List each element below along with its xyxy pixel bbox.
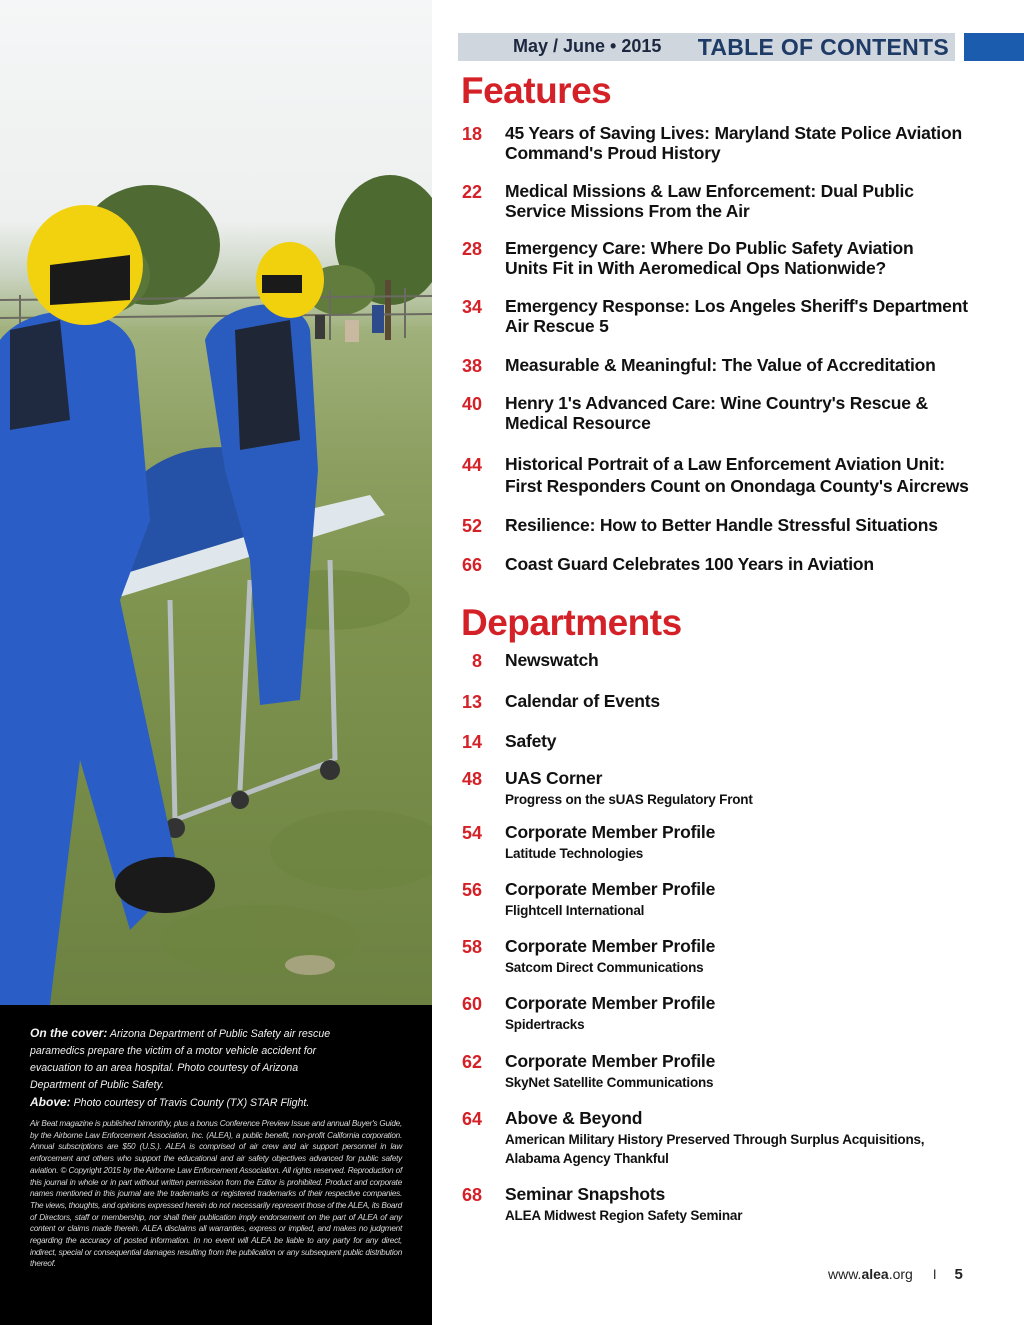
department-title: UAS Corner	[505, 768, 603, 788]
department-subtitle: Alabama Agency Thankful	[505, 1151, 669, 1166]
header-bar	[458, 33, 955, 61]
feature-page-number: 40	[461, 394, 482, 414]
above-caption	[30, 1094, 402, 1112]
department-page-number: 58	[461, 937, 482, 957]
feature-page-number: 38	[461, 356, 482, 376]
department-page-number: 62	[461, 1052, 482, 1072]
feature-page-number: 44	[461, 455, 482, 475]
feature-title-line: Emergency Care: Where Do Public Safety Aviation	[505, 238, 914, 258]
cover-caption-label: On the cover:	[30, 1026, 108, 1040]
feature-page-number: 34	[461, 297, 482, 317]
cover-caption-line-1: Arizona Department of Public Safety air rescue	[107, 1028, 331, 1040]
department-subtitle: ALEA Midwest Region Safety Seminar	[505, 1208, 743, 1223]
footer-url-suffix: .org	[888, 1266, 913, 1282]
cover-photo-illustration	[0, 0, 432, 1005]
department-subtitle: Progress on the sUAS Regulatory Front	[505, 792, 753, 807]
feature-title-line: Service Missions From the Air	[505, 201, 750, 221]
cover-caption-line-2: paramedics prepare the victim of a motor vehicle accident for	[30, 1045, 317, 1057]
department-title: Safety	[505, 731, 557, 751]
department-title: Corporate Member Profile	[505, 1051, 716, 1071]
footer-separator: I	[932, 1266, 937, 1282]
department-page-number: 8	[471, 651, 482, 671]
department-page-number: 14	[461, 732, 482, 752]
features-heading: Features	[461, 70, 612, 111]
feature-page-number: 22	[461, 182, 482, 202]
issue-date: May / June • 2015	[513, 36, 662, 56]
feature-title-line: Command's Proud History	[505, 143, 721, 163]
paramedic-front	[0, 205, 215, 1005]
feature-title-line: Air Rescue 5	[505, 316, 609, 336]
feature-title-line: Henry 1's Advanced Care: Wine Country's Rescue &	[505, 393, 928, 413]
feature-page-number: 66	[461, 555, 482, 575]
department-title: Corporate Member Profile	[505, 879, 716, 899]
feature-title-line: Measurable & Meaningful: The Value of Accreditation	[505, 355, 936, 375]
feature-title-line: Historical Portrait of a Law Enforcement Aviation Unit:	[505, 454, 945, 474]
above-caption-label: Above:	[30, 1095, 71, 1109]
department-subtitle: American Military History Preserved Through Surplus Acquisitions,	[505, 1132, 925, 1147]
toc-title: TABLE OF CONTENTS	[697, 34, 949, 60]
cover-caption-block	[0, 1005, 432, 1325]
page-number: 5	[954, 1266, 963, 1283]
cover-caption	[30, 1025, 402, 1043]
department-title: Corporate Member Profile	[505, 936, 716, 956]
footer-url[interactable]	[828, 1266, 913, 1282]
department-title: Above & Beyond	[505, 1108, 643, 1128]
legal-notice: Air Beat magazine is published bimonthly, plus a bonus Conference Preview Issue and annual Buyer's Guide, by the Airborne Law Enforcement Association, Inc. (ALEA), a public benefit, non-profit California corporation. Annual subscriptions are $50 (U.S.). ALEA is comprised of air crew and air support personnel in law enforcement and others who support the educational and air safety objectives advanced for public safety aviation. © Copyright 2015 by the Airborne Law Enforcement Association. All rights reserved. Reproduction of this journal in whole or in part without written permission from the Editor is prohibited. Product and corporate names mentioned in this journal are the trademarks or registered trademarks of their respective companies. The views, thoughts, and opinions expressed herein do not necessarily represent those of the ALEA, its Board of Directors, staff or membership, nor shall their publication imply endorsement on the part of ALEA of any content or claims made therein. ALEA disclaims all warranties, express or implied, and makes no judgment regarding the accuracy of posted information. In no event will ALEA be liable to any party for any direct, indirect, special or consequential damages resulting from the publication or any subsequent public distribution thereof.	[30, 1119, 402, 1269]
cover-caption-line-3: evacuation to an area hospital. Photo courtesy of Arizona	[30, 1062, 299, 1074]
feature-title-line: Coast Guard Celebrates 100 Years in Aviation	[505, 554, 874, 574]
footer-url-domain: alea	[861, 1266, 889, 1282]
header-blue-tab	[964, 33, 1024, 61]
feature-title-line: Medical Missions & Law Enforcement: Dual Public	[505, 181, 914, 201]
department-page-number: 54	[461, 823, 482, 843]
feature-title-line: First Responders Count on Onondaga County's Aircrews	[505, 476, 969, 496]
department-title: Corporate Member Profile	[505, 993, 716, 1013]
department-page-number: 60	[461, 994, 482, 1014]
department-title: Newswatch	[505, 650, 599, 670]
department-page-number: 56	[461, 880, 482, 900]
cover-caption-line-4: Department of Public Safety.	[30, 1079, 165, 1091]
department-page-number: 48	[461, 769, 482, 789]
department-subtitle: Spidertracks	[505, 1017, 585, 1032]
cover-photo	[0, 0, 432, 1005]
feature-title-line: Units Fit in With Aeromedical Ops Nationwide?	[505, 258, 887, 278]
feature-title-line: Emergency Response: Los Angeles Sheriff's Department	[505, 296, 968, 316]
feature-title-line: 45 Years of Saving Lives: Maryland State Police Aviation	[505, 123, 962, 143]
feature-page-number: 18	[461, 124, 482, 144]
department-title: Seminar Snapshots	[505, 1184, 665, 1204]
department-subtitle: Flightcell International	[505, 903, 645, 918]
departments-heading: Departments	[461, 602, 682, 643]
feature-page-number: 28	[461, 239, 482, 259]
page-footer	[828, 1266, 963, 1283]
department-subtitle: SkyNet Satellite Communications	[505, 1075, 714, 1090]
department-subtitle: Satcom Direct Communications	[505, 960, 704, 975]
footer-url-prefix: www.	[828, 1266, 862, 1282]
above-caption-text: Photo courtesy of Travis County (TX) STAR Flight.	[70, 1097, 310, 1109]
feature-title-line: Medical Resource	[505, 413, 651, 433]
feature-title-line: Resilience: How to Better Handle Stressful Situations	[505, 515, 938, 535]
department-title: Calendar of Events	[505, 691, 660, 711]
department-page-number: 68	[461, 1185, 482, 1205]
department-title: Corporate Member Profile	[505, 822, 716, 842]
department-page-number: 64	[461, 1109, 482, 1129]
department-subtitle: Latitude Technologies	[505, 846, 644, 861]
feature-page-number: 52	[461, 516, 482, 536]
department-page-number: 13	[461, 692, 482, 712]
